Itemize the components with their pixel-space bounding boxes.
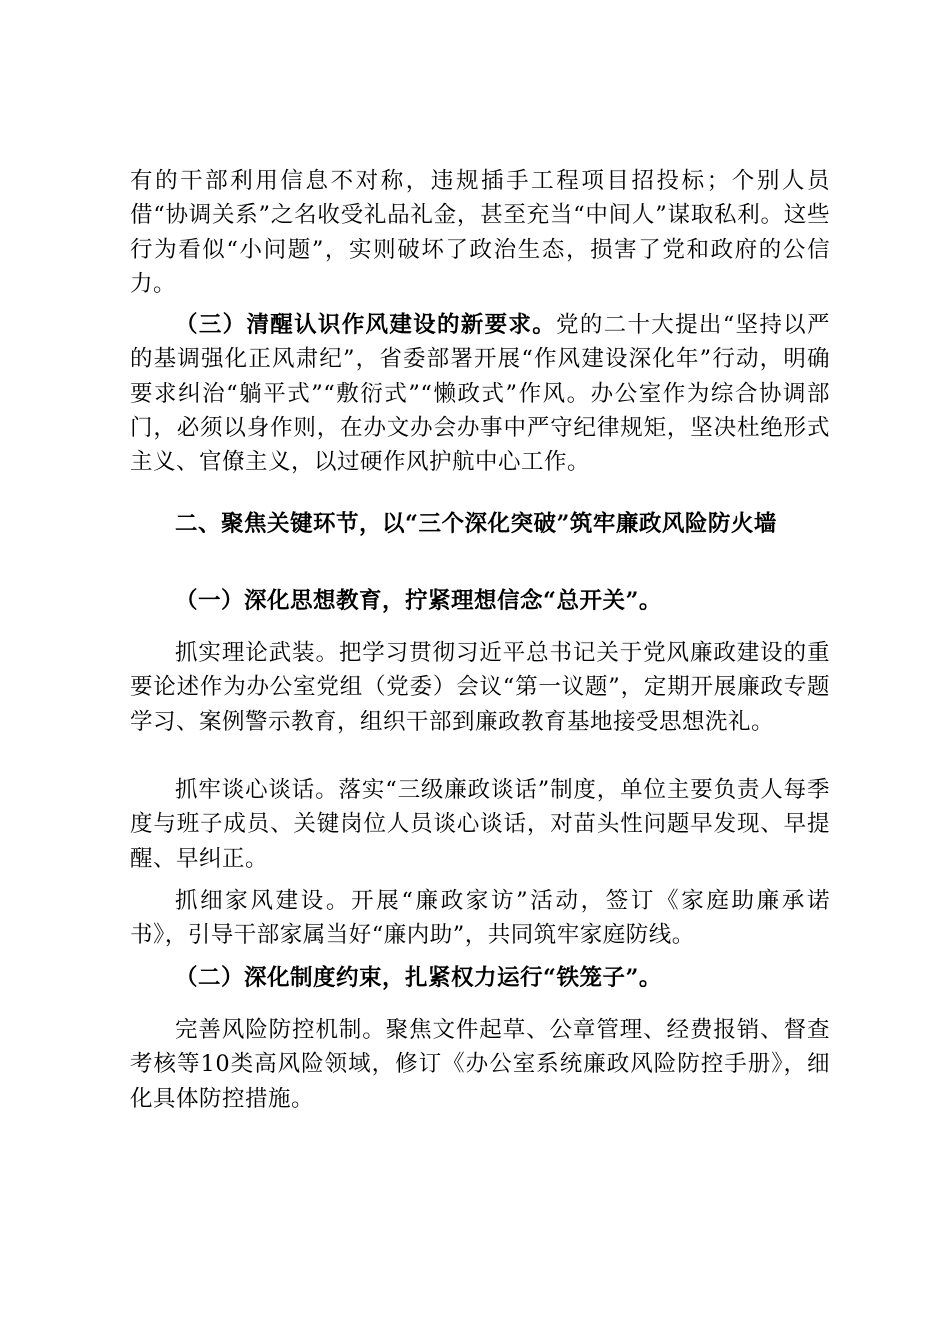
paragraph-text: 完善风险防控机制。聚焦文件起草、公章管理、经费报销、督查考核等10类高风险领域，修订《办公室系统廉政风险防控手册》，细化具体防控措施。 (130, 1017, 830, 1112)
subsection-heading-system (130, 961, 830, 995)
paragraph-talks (130, 773, 830, 876)
heading-text: 二、聚焦关键环节，以“三个深化突破”筑牢廉政风险防火墙 (175, 511, 777, 537)
paragraph-family (130, 884, 830, 953)
paragraph-text: 抓细家风建设。开展“廉政家访”活动，签订《家庭助廉承诺书》，引导干部家属当好“廉内助”，共同筑牢家庭防线。 (130, 888, 830, 949)
paragraph-risk-control (130, 1013, 830, 1116)
subsection-heading-ideology (130, 584, 830, 618)
paragraph-text: 有的干部利用信息不对称，违规插手工程项目招投标；个别人员借“协调关系”之名收受礼品礼金，甚至充当“中间人”谋取私利。这些行为看似“小问题”，实则破坏了政治生态，损害了党和政府的公信力。 (130, 168, 830, 297)
paragraph-theory (130, 636, 830, 739)
section-heading-inline: （三）清醒认识作风建设的新要求。 (175, 312, 557, 338)
heading-text: （一）深化思想教育，拧紧理想信念“总开关”。 (175, 588, 662, 614)
paragraph-political-ecology (130, 164, 830, 301)
paragraph-text: 党的二十大提出“坚持以严的基调强化正风肃纪”，省委部署开展“作风建设深化年”行动，明确要求纠治“躺平式”“敷衍式”“懒政式”作风。办公室作为综合协调部门，必须以身作则，在办文办会办事中严守纪律规矩，坚决杜绝形式主义、官僚主义，以过硬作风护航中心工作。 (130, 312, 830, 476)
paragraph-style-requirements (130, 308, 830, 479)
paragraph-text: 抓牢谈心谈话。落实“三级廉政谈话”制度，单位主要负责人每季度与班子成员、关键岗位人员谈心谈话，对苗头性问题早发现、早提醒、早纠正。 (130, 777, 830, 872)
chapter-heading (130, 507, 830, 541)
heading-text: （二）深化制度约束，扎紧权力运行“铁笼子”。 (175, 965, 662, 991)
paragraph-text: 抓实理论武装。把学习贯彻习近平总书记关于党风廉政建设的重要论述作为办公室党组（党委）会议“第一议题”，定期开展廉政专题学习、案例警示教育，组织干部到廉政教育基地接受思想洗礼。 (130, 640, 830, 735)
